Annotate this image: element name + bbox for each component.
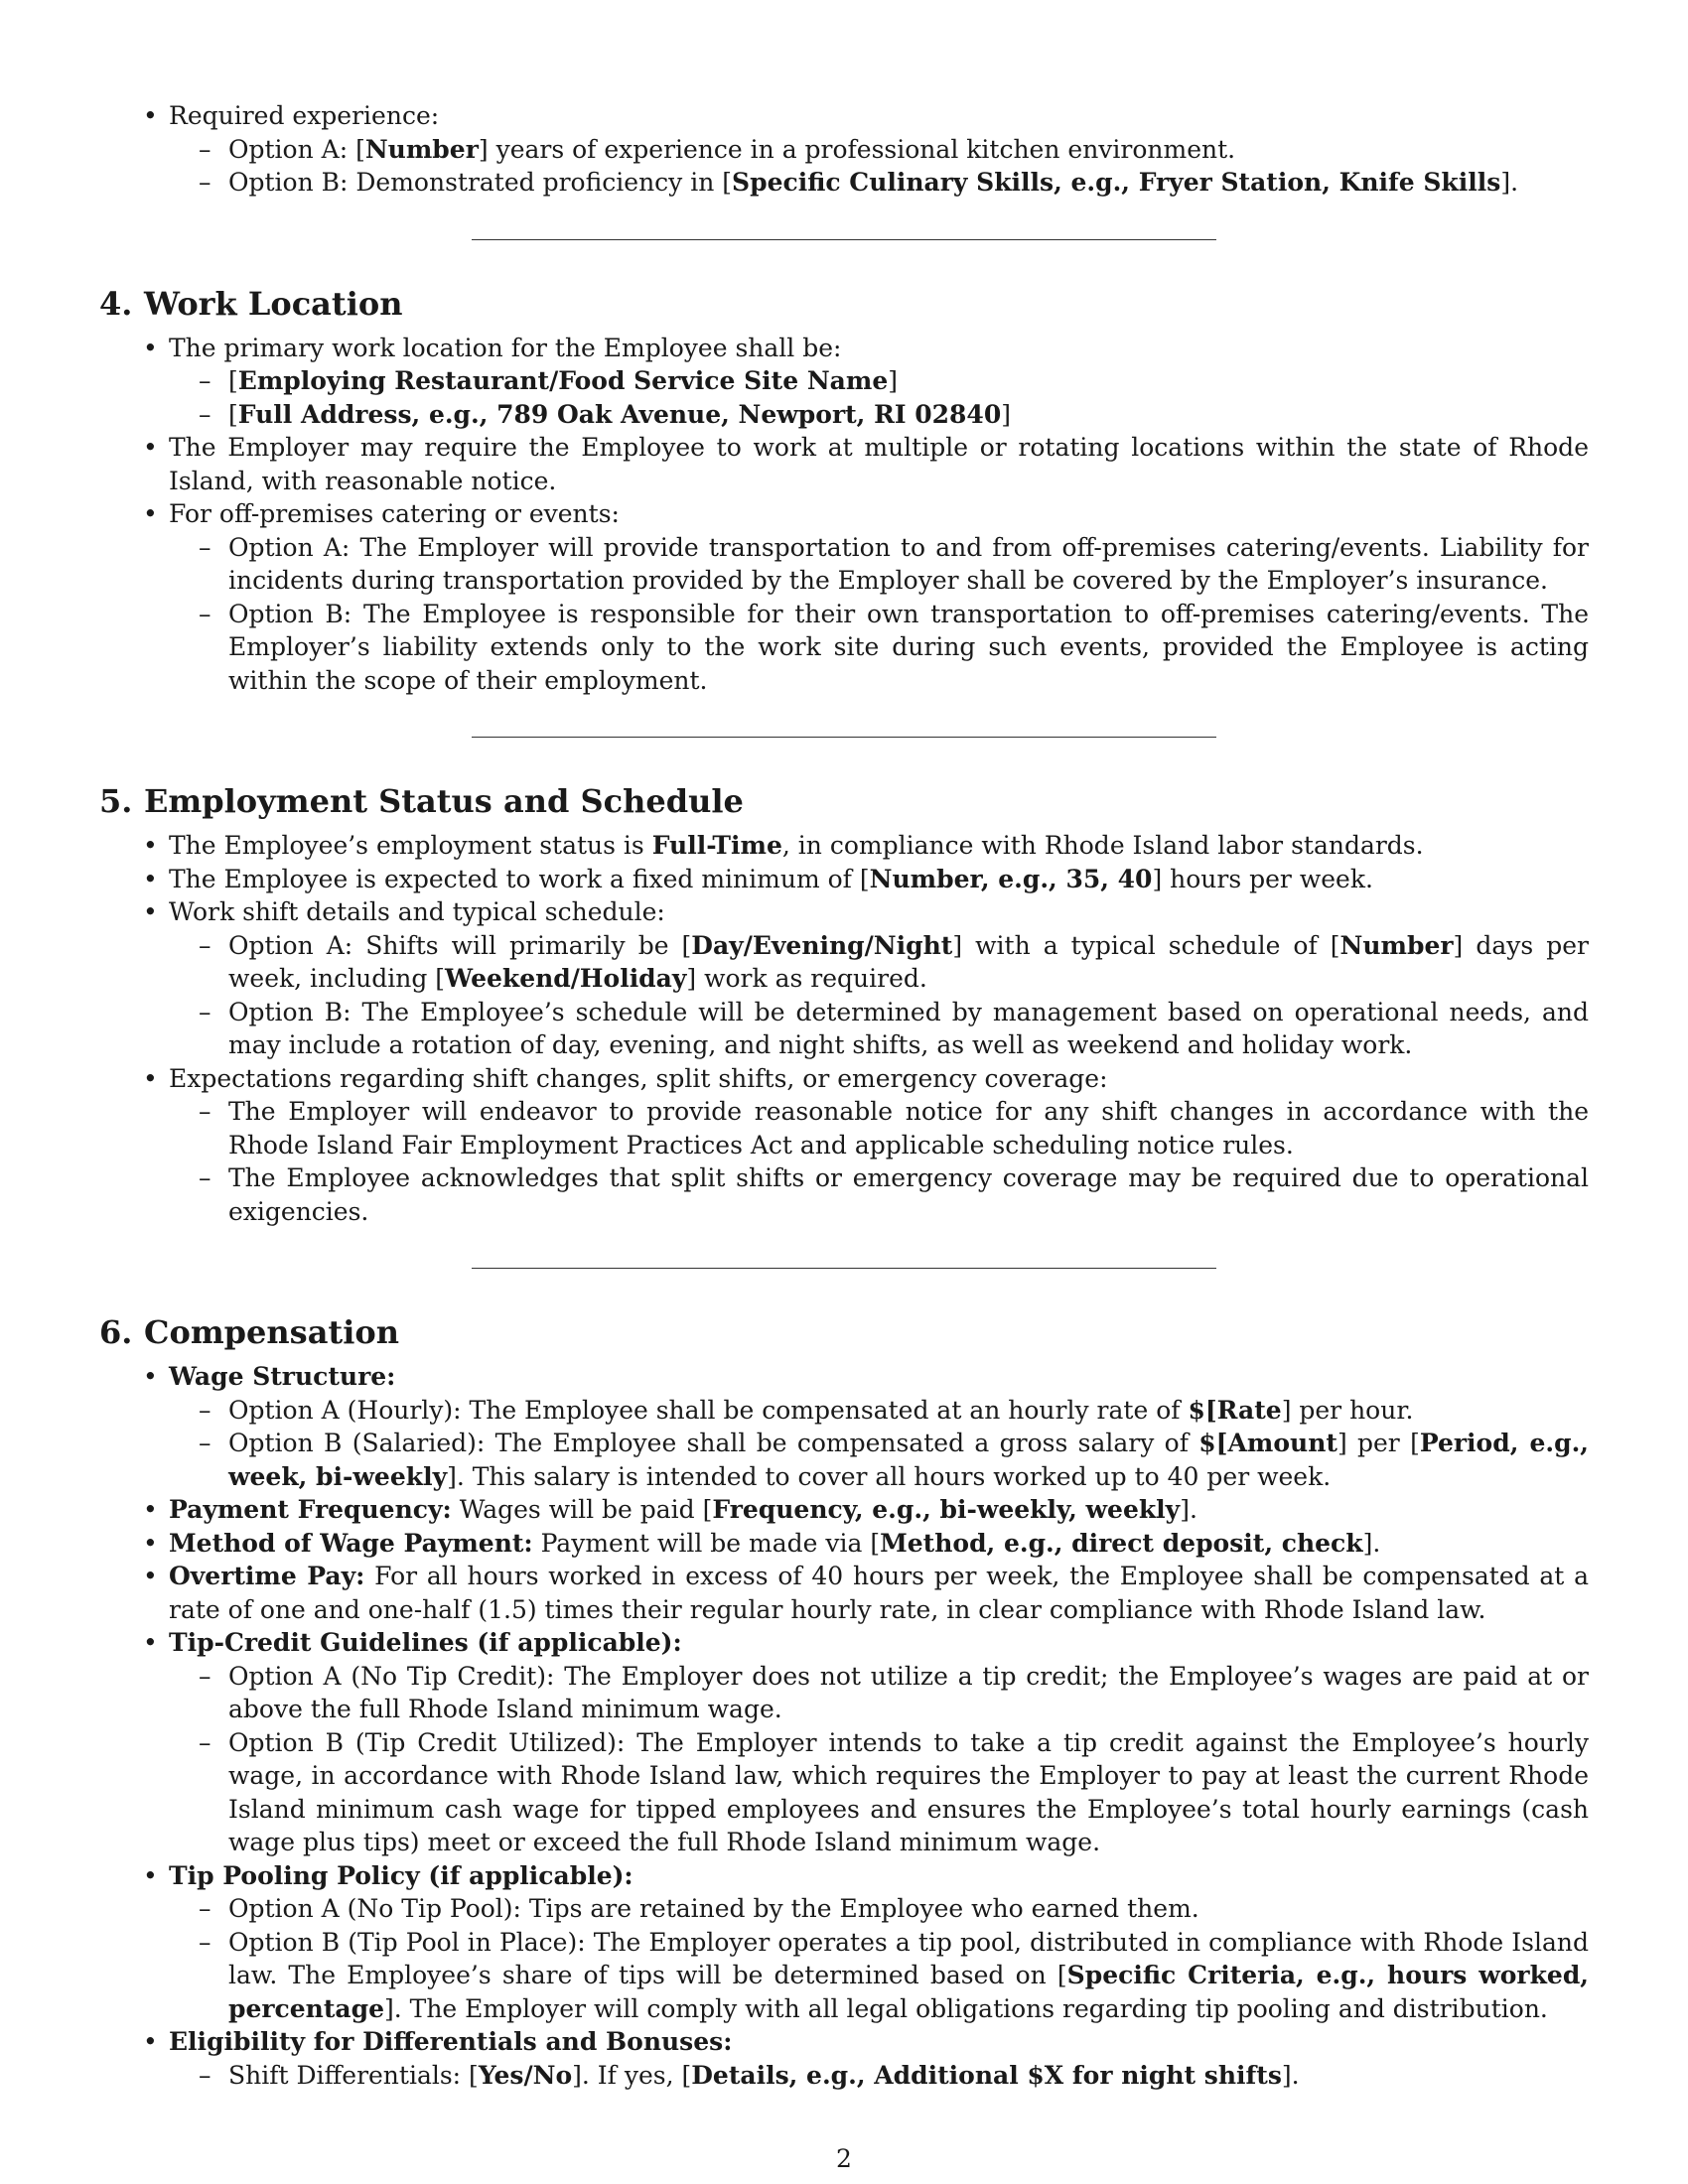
section-heading: 5. Employment Status and Schedule [99, 782, 744, 820]
tip-pool-option-b: – Option B (Tip Pool in Place): The Employer operates a tip pool, distributed in compliance with Rhode Island law. The Employee’s share of tips will be determined based on [Specific Criteria, e.g., hours worked, percentage]. The Employer will comply with all legal obligations regarding tip pooling and distribution. [228, 1926, 1589, 2026]
compensation-list [99, 1360, 1589, 2092]
site-name: – [Employing Restaurant/Food Service Site Name] [228, 364, 1589, 398]
list-item: • The primary work location for the Employee shall be: – [Employing Restaurant/Food Service Site Name] – [Full Address, e.g., 789 Oak Avenue, Newport, RI 02840] [169, 332, 1589, 432]
location-sublist [169, 364, 1589, 431]
list-item: • Expectations regarding shift changes, split shifts, or emergency coverage: – The Employer will endeavor to provide reasonable notice for any shift changes in accordance with the Rhode Island Fair Employment Practices Act and applicable scheduling notice rules. – The Employee acknowledges that split shifts or emergency coverage may be required due to operational exigencies. [169, 1062, 1589, 1229]
page-number: 2 [836, 2144, 852, 2173]
work-location-list [99, 332, 1589, 698]
differentials-sublist [169, 2059, 1589, 2093]
list-item: • The Employer may require the Employee to work at multiple or rotating locations within the state of Rhode Island, with reasonable notice. [169, 431, 1589, 497]
section-divider [472, 737, 1216, 738]
list-item: • Payment Frequency: Wages will be paid [Frequency, e.g., bi-weekly, weekly]. [169, 1493, 1589, 1527]
section-heading: 4. Work Location [99, 284, 403, 323]
section-heading: 6. Compensation [99, 1313, 399, 1351]
schedule-option-b: – Option B: The Employee’s schedule will be determined by management based on operational needs, and may include a rotation of day, evening, and night shifts, as well as weekend and holiday work. [228, 996, 1589, 1062]
shift-changes-sublist [169, 1095, 1589, 1228]
catering-option-a: – Option A: The Employer will provide transportation to and from off-premises catering/events. Liability for incidents during transportation provided by the Employer shall be covered by the Employer’s insurance. [228, 531, 1589, 598]
tip-credit-sublist [169, 1660, 1589, 1859]
wage-option-b: – Option B (Salaried): The Employee shall be compensated a gross salary of $[Amount] per [Period, e.g., week, bi-weekly]. This salary is intended to cover all hours worked up to 40 per week. [228, 1427, 1589, 1493]
site-address: – [Full Address, e.g., 789 Oak Avenue, Newport, RI 02840] [228, 398, 1589, 432]
schedule-sublist [169, 929, 1589, 1062]
list-item: • Tip-Credit Guidelines (if applicable): – Option A (No Tip Credit): The Employer does not utilize a tip credit; the Employee’s wages are paid at or above the full Rhode Island minimum wage. – Option B (Tip Credit Utilized): The Employer intends to take a tip credit against the Employee’s hourly wage, in accordance with Rhode Island law, which requires the Employer to pay at least the current Rhode Island minimum cash wage for tipped employees and ensures the Employee’s total hourly earnings (cash wage plus tips) meet or exceed the full Rhode Island minimum wage. [169, 1626, 1589, 1859]
shift-differentials: – Shift Differentials: [Yes/No]. If yes, [Details, e.g., Additional $X for night shifts]. [228, 2059, 1589, 2093]
list-item: • Work shift details and typical schedule: – Option A: Shifts will primarily be [Day/Evening/Night] with a typical schedule of [Number] days per week, including [Weekend/Holiday] work as required. – Option B: The Employee’s schedule will be determined by management based on operational needs, and may include a rotation of day, evening, and night shifts, as well as weekend and holiday work. [169, 895, 1589, 1062]
split-shifts: – The Employee acknowledges that split shifts or emergency coverage may be required due to operational exigencies. [228, 1161, 1589, 1228]
tip-pool-option-a: – Option A (No Tip Pool): Tips are retained by the Employee who earned them. [228, 1892, 1589, 1926]
wage-sublist [169, 1394, 1589, 1494]
wage-option-a: – Option A (Hourly): The Employee shall be compensated at an hourly rate of $[Rate] per hour. [228, 1394, 1589, 1428]
list-item: • For off-premises catering or events: – Option A: The Employer will provide transportation to and from off-premises catering/events. Liability for incidents during transportation provided by the Employer shall be covered by the Employer’s insurance. – Option B: The Employee is responsible for their own transportation to off-premises catering/events. The Employer’s liability extends only to the work site during such events, provided the Employee is acting within the scope of their employment. [169, 497, 1589, 697]
list-item: • Eligibility for Differentials and Bonuses: – Shift Differentials: [Yes/No]. If yes, [Details, e.g., Additional $X for night shifts]. [169, 2025, 1589, 2092]
experience-list [99, 99, 1589, 200]
list-item: • The Employee is expected to work a fixed minimum of [Number, e.g., 35, 40] hours per week. [169, 863, 1589, 896]
section-divider [472, 239, 1216, 240]
catering-sublist [169, 531, 1589, 698]
shift-notice: – The Employer will endeavor to provide reasonable notice for any shift changes in accordance with the Rhode Island Fair Employment Practices Act and applicable scheduling notice rules. [228, 1095, 1589, 1161]
tip-credit-option-b: – Option B (Tip Credit Utilized): The Employer intends to take a tip credit against the Employee’s hourly wage, in accordance with Rhode Island law, which requires the Employer to pay at least the current Rhode Island minimum cash wage for tipped employees and ensures the Employee’s total hourly earnings (cash wage plus tips) meet or exceed the full Rhode Island minimum wage. [228, 1726, 1589, 1859]
experience-option-b: – Option B: Demonstrated proficiency in [Specific Culinary Skills, e.g., Fryer Station, Knife Skills]. [228, 166, 1589, 200]
experience-options [169, 133, 1589, 200]
section-divider [472, 1268, 1216, 1269]
list-item: • The Employee’s employment status is Full-Time, in compliance with Rhode Island labor standards. [169, 829, 1589, 863]
page-content [99, 99, 1589, 2092]
list-item: • Required experience: – Option A: [Number] years of experience in a professional kitchen environment. – Option B: Demonstrated proficiency in [Specific Culinary Skills, e.g., Fryer Station, Knife Skills]. [169, 99, 1589, 200]
tip-credit-option-a: – Option A (No Tip Credit): The Employer does not utilize a tip credit; the Employee’s wages are paid at or above the full Rhode Island minimum wage. [228, 1660, 1589, 1726]
experience-option-a: – Option A: [Number] years of experience in a professional kitchen environment. [228, 133, 1589, 167]
list-item: • Wage Structure: – Option A (Hourly): The Employee shall be compensated at an hourly rate of $[Rate] per hour. – Option B (Salaried): The Employee shall be compensated a gross salary of $[Amount] per [Period, e.g., week, bi-weekly]. This salary is intended to cover all hours worked up to 40 per week. [169, 1360, 1589, 1493]
employment-status-list [99, 829, 1589, 1228]
list-item: • Tip Pooling Policy (if applicable): – Option A (No Tip Pool): Tips are retained by the Employee who earned them. – Option B (Tip Pool in Place): The Employer operates a tip pool, distributed in compliance with Rhode Island law. The Employee’s share of tips will be determined based on [Specific Criteria, e.g., hours worked, percentage]. The Employer will comply with all legal obligations regarding tip pooling and distribution. [169, 1859, 1589, 2026]
list-item: • Overtime Pay: For all hours worked in excess of 40 hours per week, the Employee shall be compensated at a rate of one and one-half (1.5) times their regular hourly rate, in clear compliance with Rhode Island law. [169, 1560, 1589, 1626]
schedule-option-a: – Option A: Shifts will primarily be [Day/Evening/Night] with a typical schedule of [Number] days per week, including [Weekend/Holiday] work as required. [228, 929, 1589, 996]
list-item: • Method of Wage Payment: Payment will be made via [Method, e.g., direct deposit, check]. [169, 1527, 1589, 1561]
tip-pool-sublist [169, 1892, 1589, 2025]
catering-option-b: – Option B: The Employee is responsible for their own transportation to off-premises catering/events. The Employer’s liability extends only to the work site during such events, provided the Employee is acting within the scope of their employment. [228, 598, 1589, 698]
